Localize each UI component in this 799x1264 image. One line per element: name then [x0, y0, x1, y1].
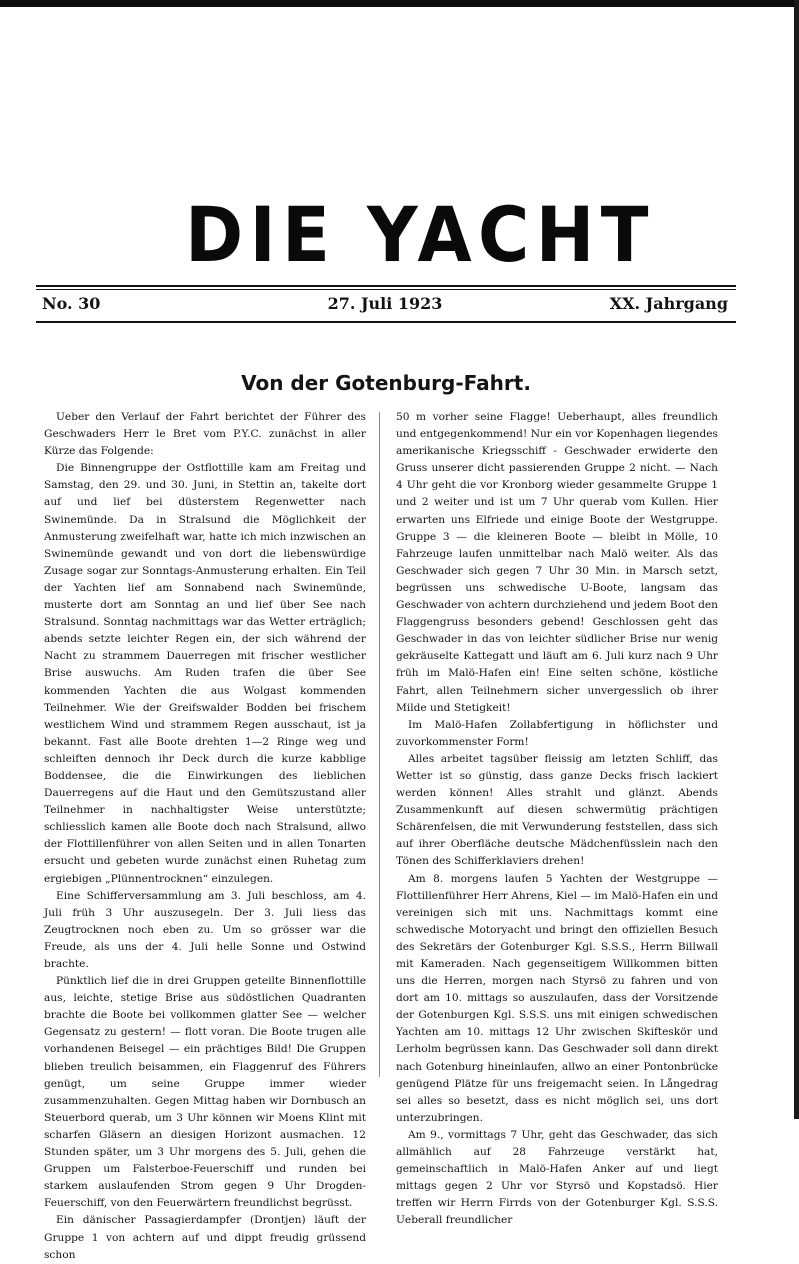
paragraph: Alles arbeitet tagsüber fleissig am letzten Schliff, das Wetter ist so günstig, dass ganze Decks frisch lackiert werden können! Alles strahlt und glänzt. Abends Zusammenkunft auf diesen schwermütig prächtigen Schärenfelsen, die mit Verwunderung feststellen, dass sich auf ihrer Oberfläche deutsche Mädchenfüsslein nach den Tönen des Schifferklaviers drehen!: [396, 752, 718, 868]
masthead-rule-bottom: [36, 321, 736, 323]
paragraph: 50 m vorher seine Flagge! Ueberhaupt, alles freundlich und entgegenkommend! Nur ein vor Kopenhagen liegendes amerikanische Kriegsschiff - Geschwader erwiderte den Gruss unserer dicht passierenden Gruppe 2 nicht. — Nach 4 Uhr geht die vor Kronborg wieder gesammelte Gruppe 1 und 2 weiter und ist um 7 Uhr querab vom Kullen. Hier erwarten uns Elfriede und einige Boote der Westgruppe. Gruppe 3 — die kleineren Boote — bleibt in Mölle, 10 Fahrzeuge laufen unmittelbar nach Malö weiter. Als das Geschwader sich gegen 7 Uhr 30 Min. in Marsch setzt, begrüssen uns schwedische U-Boote, langsam das Geschwader von achtern durchziehend und jedem Boot den Flaggengruss besonders gebend! Geschlossen geht das Geschwader in das von leichter südlicher Brise nur wenig gekräuselte Kattegatt und läuft am 6. Juli kurz nach 9 Uhr früh im Malö-Hafen ein! Eine selten schöne, köstliche Fahrt, allen Teilnehmern sicher unvergesslich ob ihrer Milde und Stetigkeit!: [396, 411, 718, 714]
paragraph: Die Binnengruppe der Ostflottille kam am Freitag und Samstag, den 29. und 30. Juni, in Stettin an, takelte dort auf und lief bei düsterstem Regenwetter nach Swinemünde. Da in Stralsund die Möglichkeit der Anmusterung zweifelhaft war, hatte ich mich inzwischen an Swinemünde gewandt und von dort die liebenswürdige Zusage sogar zur Sonntags-Anmusterung erhalten. Ein Teil der Yachten lief am Sonnabend nach Swinemünde, musterte dort am Sonntag an und lief über See nach Stralsund. Sonntag nachmittags war das Wetter erträglich; abends setzte leichter Regen ein, der sich während der Nacht zu strammem Dauerregen mit frischer westlicher Brise auswuchs. Am Ruden trafen die über See kommenden Yachten die aus Wolgast kommenden Teilnehmer. Wie der Greifswalder Bodden bei frischem westlichem Wind und strammem Regen ausschaut, ist ja bekannt. Fast alle Boote drehten 1—2 Ringe weg und schleiften dennoch ihr Deck durch die kurze kabblige Boddensee, die die Einwirkungen des lieblichen Dauerregens auf die Haut und den Gemütszustand aller Teilnehmer in nachhaltigster Weise unterstützte; schliesslich kamen alle Boote doch nach Stralsund, allwo der Flottillenführer von allen Seiten und in allen Tonarten ersucht und gebeten wurde zunächst einen Ruhetag zum ergiebigen „Plünnentrocknen“ einzulegen.: [44, 462, 366, 885]
paragraph: Pünktlich lief die in drei Gruppen geteilte Binnenflottille aus, leichte, stetige Brise aus südöstlichen Quadranten brachte die Boote bei vollkommen glatter See — welcher Gegensatz zu gestern! — flott voran. Die Boote trugen alle vorhandenen Beisegel — ein prächtiges Bild! Die Gruppen blieben treulich beisammen, ein Flaggenruf des Führers genügt, um seine Gruppe immer wieder zusammenzuhalten. Gegen Mittag haben wir Dornbusch an Steuerbord querab, um 3 Uhr können wir Moens Klint mit scharfen Gläsern an diesigen Horizont ausmachen. 12 Stunden später, um 3 Uhr morgens des 5. Juli, gehen die Gruppen um Falsterboe-Feuerschiff und runden bei starkem auslaufenden Strom gegen 9 Uhr Drogden-Feuerschiff, von den Feuerwärtern freundlichst begrüsst.: [44, 975, 366, 1210]
column-divider: [379, 412, 380, 1077]
masthead-title: DIE YACHT: [185, 190, 655, 279]
paragraph: Ein dänischer Passagierdampfer (Drontjen) läuft der Gruppe 1 von achtern auf und dippt freudig grüssend schon: [44, 1214, 366, 1261]
issue-number: No. 30: [42, 294, 101, 313]
issue-date: 27. Juli 1923: [327, 294, 443, 313]
scan-border-top: [0, 0, 799, 7]
paragraph: Im Malö-Hafen Zollabfertigung in höflichster und zuvorkommenster Form!: [396, 718, 718, 748]
article-column-right: [396, 409, 718, 1227]
article-title: Von der Gotenburg-Fahrt.: [241, 371, 531, 395]
paragraph: Ueber den Verlauf der Fahrt berichtet der Führer des Geschwaders Herr le Bret vom P.Y.C. zunächst in aller Kürze das Folgende:: [44, 411, 366, 458]
scan-border-right: [794, 0, 799, 1119]
masthead-rule-top-thin: [36, 289, 736, 290]
issue-volume: XX. Jahrgang: [609, 294, 728, 313]
masthead-rule-top: [36, 285, 736, 287]
paragraph: Am 8. morgens laufen 5 Yachten der Westgruppe — Flottillenführer Herr Ahrens, Kiel — im Malö-Hafen ein und vereinigen sich mit uns. Nachmittags kommt eine schwedische Motoryacht und bringt den offiziellen Besuch des Sekretärs der Gotenburger Kgl. S.S.S., Herrn Billwall mit Kameraden. Nach gegenseitigem Willkommen bitten uns die Herren, morgen nach Styrsö zu fahren und von dort am 10. mittags so auszulaufen, dass der Vorsitzende der Gotenburgen Kgl. S.S.S. uns mit einigen schwedischen Yachten am 10. mittags 12 Uhr zwischen Skifteskör und Lerholm begrüssen kann. Das Geschwader soll dann direkt nach Gotenburg hineinlaufen, allwo an einer Pontonbrücke genügend Plätze für uns freigemacht seien. In Långedrag sei alles so besetzt, dass es nicht möglich sei, uns dort unterzubringen.: [396, 872, 718, 1124]
paragraph: Eine Schifferversammlung am 3. Juli beschloss, am 4. Juli früh 3 Uhr auszusegeln. Der 3. Juli liess das Zeugtrocknen noch eben zu. Um so grösser war die Freude, als uns der 4. Juli helle Sonne und Ostwind brachte.: [44, 889, 366, 970]
article-column-left: [44, 409, 366, 1261]
paragraph: Am 9., vormittags 7 Uhr, geht das Geschwader, das sich allmählich auf 28 Fahrzeuge verstärkt hat, gemeinschaftlich in Malö-Hafen Anker auf und liegt mittags gegen 2 Uhr vor Styrsö und Kopstadsö. Hier treffen wir Herrn Firrds von der Gotenburger Kgl. S.S.S. Ueberall freundlicher: [396, 1128, 718, 1227]
issue-info-bar: [42, 294, 728, 316]
